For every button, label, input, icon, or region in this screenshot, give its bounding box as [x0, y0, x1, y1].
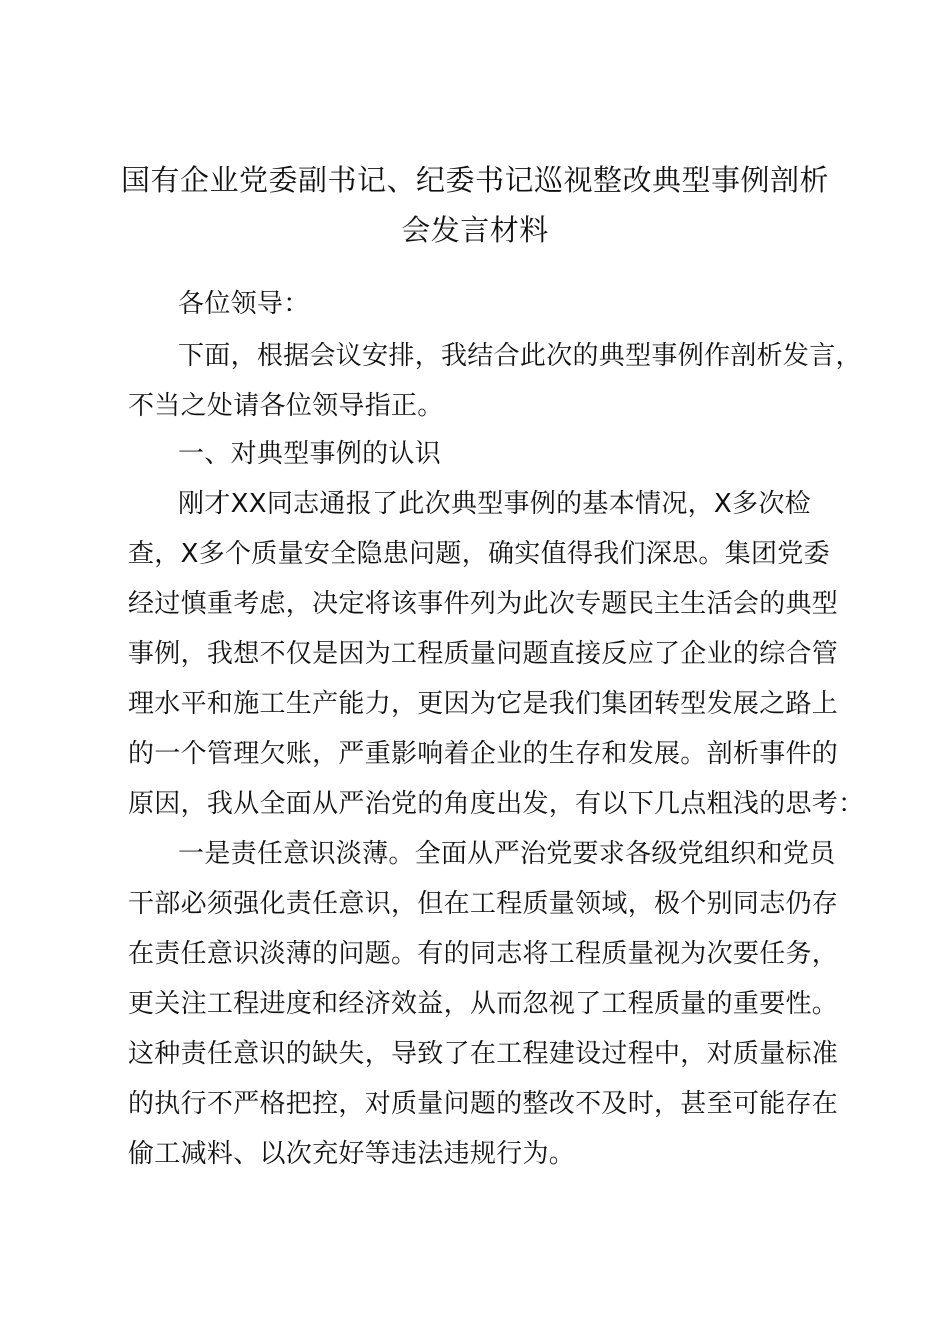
paragraph-line: 事例，我想不仅是因为工程质量问题直接反应了企业的综合管 [128, 639, 839, 669]
paragraph-line: 刚才XX同志通报了此次典型事例的基本情况，X多次检 [178, 489, 811, 519]
intro-line: 下面，根据会议安排，我结合此次的典型事例作剖析发言， [178, 341, 862, 371]
paragraph-line: 更关注工程进度和经济效益，从而忽视了工程质量的重要性。 [128, 989, 839, 1019]
paragraph-line: 原因，我从全面从严治党的角度出发，有以下几点粗浅的思考： [128, 789, 865, 819]
paragraph-line: 理水平和施工生产能力，更因为它是我们集团转型发展之路上 [128, 689, 839, 719]
intro-line: 不当之处请各位领导指正。 [128, 391, 444, 421]
document-title-line-1: 国有企业党委副书记、纪委书记巡视整改典型事例剖析 [120, 163, 829, 197]
paragraph-line: 干部必须强化责任意识，但在工程质量领域，极个别同志仍存 [128, 889, 839, 919]
paragraph-line: 这种责任意识的缺失，导致了在工程建设过程中，对质量标准 [128, 1039, 839, 1069]
document-title-line-2: 会发言材料 [401, 213, 549, 247]
paragraph-line: 偷工减料、以次充好等违法违规行为。 [128, 1139, 576, 1169]
paragraph-line: 一是责任意识淡薄。全面从严治党要求各级党组织和党员 [178, 839, 836, 869]
greeting: 各位领导： [178, 289, 310, 319]
paragraph-line: 查，X多个质量安全隐患问题，确实值得我们深思。集团党委 [128, 539, 830, 569]
paragraph-line: 的执行不严格把控，对质量问题的整改不及时，甚至可能存在 [128, 1089, 839, 1119]
paragraph-line: 在责任意识淡薄的问题。有的同志将工程质量视为次要任务， [128, 939, 839, 969]
paragraph-line: 的一个管理欠账，严重影响着企业的生存和发展。剖析事件的 [128, 739, 839, 769]
paragraph-line: 经过慎重考虑，决定将该事件列为此次专题民主生活会的典型 [128, 589, 839, 619]
section-heading: 一、对典型事例的认识 [178, 439, 442, 469]
